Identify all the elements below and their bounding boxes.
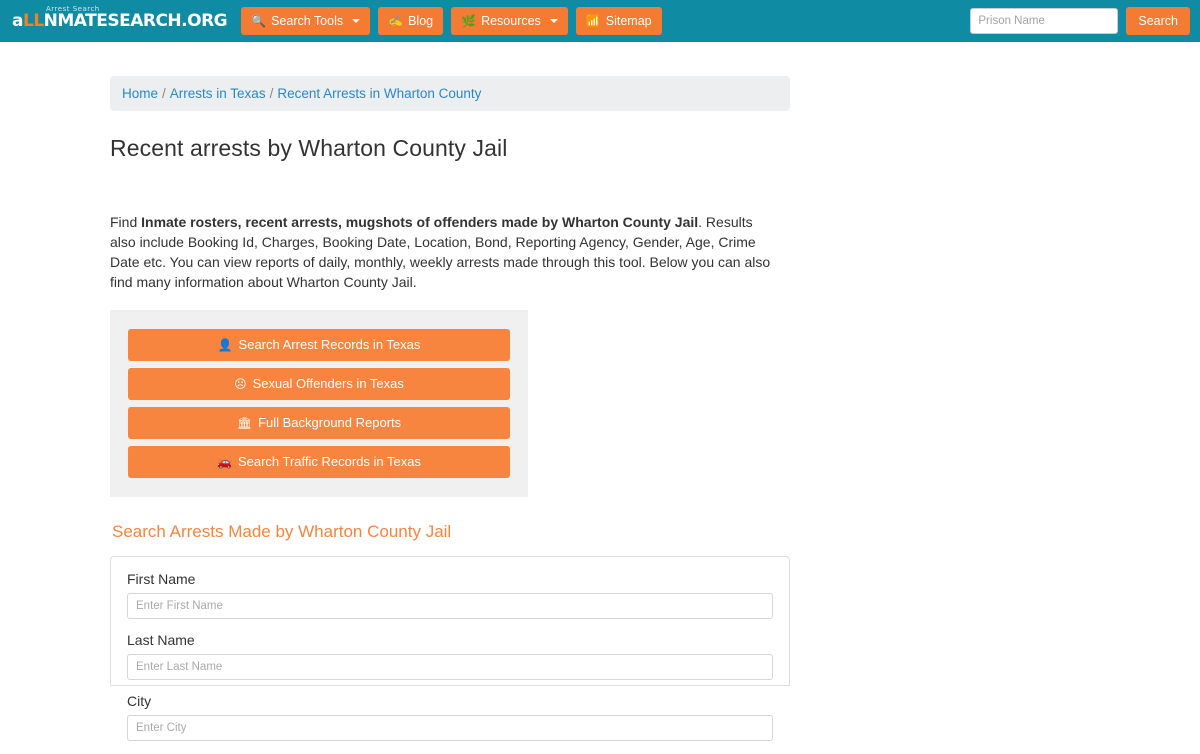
nav-search-tools-label: Search Tools [271, 14, 344, 28]
last-name-label: Last Name [127, 632, 195, 648]
first-name-label: First Name [127, 571, 196, 587]
city-label: City [127, 693, 152, 709]
prison-name-search-input[interactable] [970, 8, 1118, 34]
chevron-down-icon [550, 19, 558, 23]
cta-panel [110, 310, 528, 497]
resources-icon: 🌿 [461, 14, 477, 28]
car-icon: 🚗 [216, 455, 232, 469]
intro-lead: Find [110, 214, 142, 230]
nav-resources-label: Resources [481, 14, 541, 28]
search-form-title: Search Arrests Made by Wharton County Jail [112, 522, 452, 541]
arrest-search-form [110, 556, 790, 709]
last-name-input[interactable] [127, 654, 773, 680]
first-name-input[interactable] [127, 593, 773, 619]
breadcrumb-item-recent-arrests[interactable]: Recent Arrests in Wharton County [277, 86, 482, 101]
intro-bold: Inmate rosters, recent arrests, mugshots of offenders made by Wharton County Jail [141, 214, 699, 230]
cta-label-1: Sexual Offenders in Texas [252, 376, 404, 391]
magnifier-icon: 🔍 [251, 14, 267, 28]
site-logo-ll: LL [22, 10, 44, 31]
cta-label-0: Search Arrest Records in Texas [238, 337, 421, 352]
rss-icon: 📶 [585, 14, 601, 28]
cta-search-arrest-records-button[interactable] [128, 329, 510, 361]
cta-search-traffic-records-button[interactable] [128, 446, 510, 478]
page-body [0, 42, 1200, 709]
site-logo-tagline: Arrest Search [46, 4, 100, 13]
page-intro-paragraph [110, 212, 782, 292]
site-logo-text [12, 4, 228, 31]
site-logo-org: .ORG [181, 10, 228, 31]
offender-face-icon: ☹ [234, 377, 247, 391]
cta-full-background-reports-button[interactable] [128, 407, 510, 439]
intro-rest: . Results also include Booking Id, Charges, Booking Date, Location, Bond, Reporting Agency, Gender, Age, Crime Date etc. You can view reports of daily, monthly, weekly arrests made through this tool. Below you can also find many information about Wharton County Jail. [110, 214, 771, 290]
top-navbar [0, 0, 1200, 42]
user-search-icon: 👤 [217, 338, 233, 352]
nav-search-group [970, 0, 1190, 42]
nav-sitemap-button[interactable] [576, 7, 662, 35]
cta-label-3: Search Traffic Records in Texas [237, 454, 421, 469]
blog-icon: ✍ [388, 14, 404, 28]
building-icon: 🏛 [236, 416, 253, 430]
breadcrumb-item-arrests-in-texas[interactable]: Arrests in Texas [169, 86, 266, 101]
site-logo-mid: NMATESEARCH [43, 10, 182, 31]
site-logo-prefix: a [12, 10, 23, 31]
cta-sexual-offenders-button[interactable] [128, 368, 510, 400]
cta-label-2: Full Background Reports [258, 415, 402, 430]
breadcrumb-separator: / [269, 86, 274, 101]
breadcrumb-item-home[interactable]: Home [122, 86, 159, 101]
site-logo[interactable] [8, 4, 228, 31]
nav-blog-label: Blog [408, 14, 434, 28]
nav-resources-button[interactable] [451, 7, 568, 35]
nav-search-tools-button[interactable] [241, 7, 370, 35]
breadcrumb [110, 76, 790, 111]
city-input[interactable] [127, 715, 773, 741]
breadcrumb-separator: / [162, 86, 166, 101]
content-container [110, 42, 790, 709]
page-title: Recent arrests by Wharton County Jail [110, 135, 508, 161]
nav-search-button[interactable]: Search [1126, 7, 1190, 35]
chevron-down-icon [352, 19, 360, 23]
nav-sitemap-label: Sitemap [605, 14, 652, 28]
nav-blog-button[interactable] [378, 7, 443, 35]
